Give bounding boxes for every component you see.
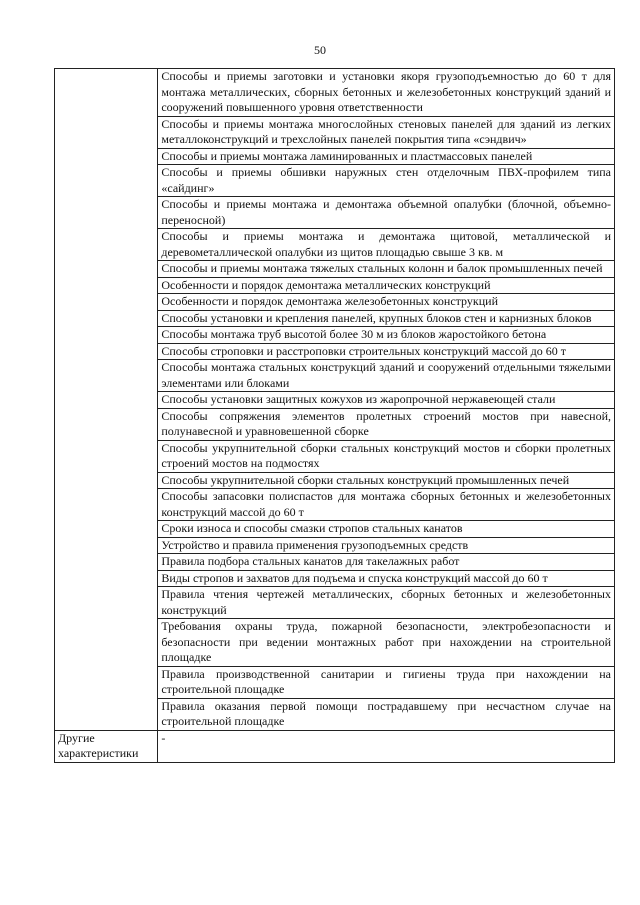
requirement-cell: Способы и приемы монтажа тяжелых стальных колонн и балок промышленных печей bbox=[158, 261, 615, 278]
table-row bbox=[55, 69, 615, 117]
requirement-cell: Способы укрупнительной сборки стальных конструкций мостов и сборки пролетных строений мостов на подмостях bbox=[158, 440, 615, 472]
knowledge-table-body bbox=[55, 69, 615, 763]
other-characteristics-label: Другие характеристики bbox=[55, 730, 158, 762]
requirement-cell: Способы монтажа труб высотой более 30 м из блоков жаростойкого бетона bbox=[158, 327, 615, 344]
other-characteristics-value: - bbox=[158, 730, 615, 762]
requirement-cell: Правила чтения чертежей металлических, сборных бетонных и железобетонных конструкций bbox=[158, 587, 615, 619]
table-row-other bbox=[55, 730, 615, 762]
requirement-cell: Способы укрупнительной сборки стальных конструкций промышленных печей bbox=[158, 472, 615, 489]
requirement-cell: Особенности и порядок демонтажа железобетонных конструкций bbox=[158, 294, 615, 311]
requirement-cell: Способы запасовки полиспастов для монтажа сборных бетонных и железобетонных конструкций массой до 60 т bbox=[158, 489, 615, 521]
requirement-cell: Способы и приемы монтажа и демонтажа объемной опалубки (блочной, объемно-переносной) bbox=[158, 197, 615, 229]
requirement-cell: Правила подбора стальных канатов для такелажных работ bbox=[158, 554, 615, 571]
knowledge-table bbox=[54, 68, 615, 763]
requirement-cell: Способы и приемы обшивки наружных стен отделочным ПВХ-профилем типа «сайдинг» bbox=[158, 165, 615, 197]
section-label-cell bbox=[55, 69, 158, 731]
requirement-cell: Способы и приемы монтажа ламинированных и пластмассовых панелей bbox=[158, 148, 615, 165]
requirement-cell: Способы и приемы заготовки и установки якоря грузоподъемностью до 60 т для монтажа металлических, сборных бетонных и железобетонных конструкций зданий и сооружений повышенного уровня ответственности bbox=[158, 69, 615, 117]
requirement-cell: Правила оказания первой помощи пострадавшему при несчастном случае на строительной площадке bbox=[158, 698, 615, 730]
requirement-cell: Требования охраны труда, пожарной безопасности, электробезопасности и безопасности при ведении монтажных работ при нахождении на строительной площадке bbox=[158, 619, 615, 667]
requirement-cell: Способы установки защитных кожухов из жаропрочной нержавеющей стали bbox=[158, 392, 615, 409]
requirement-cell: Сроки износа и способы смазки стропов стальных канатов bbox=[158, 521, 615, 538]
requirement-cell: Способы сопряжения элементов пролетных строений мостов при навесной, полунавесной и уравновешенной сборке bbox=[158, 408, 615, 440]
page-number: 50 bbox=[314, 43, 326, 57]
requirement-cell: Правила производственной санитарии и гигиены труда при нахождении на строительной площадке bbox=[158, 666, 615, 698]
requirement-cell: Виды стропов и захватов для подъема и спуска конструкций массой до 60 т bbox=[158, 570, 615, 587]
requirement-cell: Способы установки и крепления панелей, крупных блоков стен и карнизных блоков bbox=[158, 310, 615, 327]
requirement-cell: Способы монтажа стальных конструкций зданий и сооружений отдельными тяжелыми элементами или блоками bbox=[158, 360, 615, 392]
requirement-cell: Способы строповки и расстроповки строительных конструкций массой до 60 т bbox=[158, 343, 615, 360]
requirement-cell: Устройство и правила применения грузоподъемных средств bbox=[158, 537, 615, 554]
requirement-cell: Способы и приемы монтажа многослойных стеновых панелей для зданий из легких металлоконструкций и трехслойных панелей покрытия типа «сэндвич» bbox=[158, 116, 615, 148]
requirement-cell: Особенности и порядок демонтажа металлических конструкций bbox=[158, 277, 615, 294]
requirement-cell: Способы и приемы монтажа и демонтажа щитовой, металлической и деревометаллической опалубки из щитов площадью свыше 3 кв. м bbox=[158, 229, 615, 261]
